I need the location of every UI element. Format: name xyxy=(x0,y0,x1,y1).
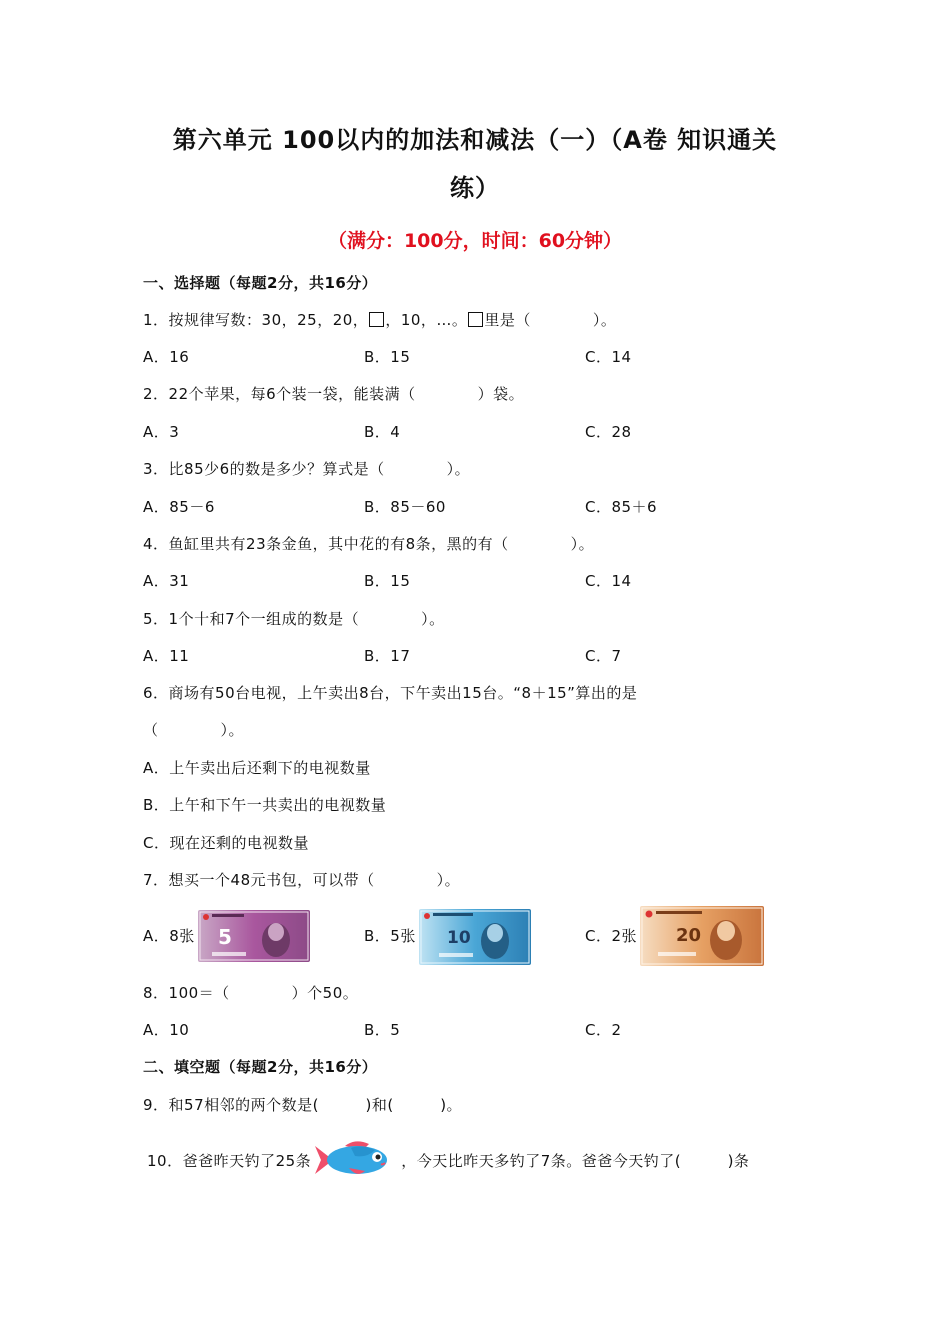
page-title xyxy=(140,116,810,212)
q8-option-b[interactable]: B．5 xyxy=(364,1021,401,1039)
section-1-heading: 一、选择题（每题2分，共16分） xyxy=(143,274,378,292)
q2-option-a[interactable]: A．3 xyxy=(143,423,180,441)
q1-stem-part-b: ，10，…。 xyxy=(385,311,468,329)
q4-option-a[interactable]: A．31 xyxy=(143,572,190,590)
section-2-heading: 二、填空题（每题2分，共16分） xyxy=(143,1058,378,1076)
q5-option-c[interactable]: C．7 xyxy=(585,647,622,665)
q10-stem-part-b: ，今天比昨天多钓了7条。爸爸今天钓了( )条 xyxy=(401,1152,750,1170)
score-time-subtitle: （满分：100分，时间：60分钟） xyxy=(327,230,623,252)
question-6-stem-line-1: 6．商场有50台电视，上午卖出8台，下午卖出15台。“8＋15”算出的是 xyxy=(143,684,638,702)
q4-option-c[interactable]: C．14 xyxy=(585,572,632,590)
question-4-stem: 4．鱼缸里共有23条金鱼，其中花的有8条，黑的有（ ）。 xyxy=(143,535,595,553)
q7-option-a[interactable]: A．8张 xyxy=(143,927,195,945)
q1-option-a[interactable]: A．16 xyxy=(143,348,190,366)
twenty-yuan-banknote-image xyxy=(640,906,764,966)
question-9-stem: 9．和57相邻的两个数是( )和( )。 xyxy=(143,1096,463,1114)
q7-option-b[interactable]: B．5张 xyxy=(364,927,416,945)
blank-box-icon xyxy=(369,312,384,327)
question-2-stem: 2．22个苹果，每6个装一袋，能装满（ ）袋。 xyxy=(143,385,525,403)
question-7-stem: 7．想买一个48元书包，可以带（ ）。 xyxy=(143,871,461,889)
q6-option-b[interactable]: B．上午和下午一共卖出的电视数量 xyxy=(143,796,387,814)
q4-option-b[interactable]: B．15 xyxy=(364,572,411,590)
title-line-1: 第六单元 100以内的加法和减法（一）（A卷 知识通关 xyxy=(172,126,778,154)
question-5-stem: 5．1个十和7个一组成的数是（ ）。 xyxy=(143,610,445,628)
q10-stem-part-a: 10．爸爸昨天钓了25条 xyxy=(147,1152,312,1170)
question-1-stem xyxy=(143,310,616,330)
fish-icon xyxy=(311,1151,401,1171)
note-10-value: 10 xyxy=(447,928,471,948)
title-line-2: 练） xyxy=(450,174,500,202)
q2-option-c[interactable]: C．28 xyxy=(585,423,632,441)
q1-option-c[interactable]: C．14 xyxy=(585,348,632,366)
q5-option-b[interactable]: B．17 xyxy=(364,647,411,665)
ten-yuan-banknote-image xyxy=(419,909,531,965)
q6-option-c[interactable]: C．现在还剩的电视数量 xyxy=(143,834,309,852)
q6-option-a[interactable]: A．上午卖出后还剩下的电视数量 xyxy=(143,759,371,777)
q7-option-c[interactable]: C．2张 xyxy=(585,927,638,945)
five-yuan-banknote-image xyxy=(198,910,310,962)
note-20-value: 20 xyxy=(676,925,702,946)
q5-option-a[interactable]: A．11 xyxy=(143,647,190,665)
q1-stem-part-c: 里是（ ）。 xyxy=(484,311,617,329)
q3-option-a[interactable]: A．85－6 xyxy=(143,498,215,516)
q1-option-b[interactable]: B．15 xyxy=(364,348,411,366)
blank-box-icon xyxy=(468,312,483,327)
question-6-stem-line-2: （ ）。 xyxy=(143,721,245,739)
q8-option-a[interactable]: A．10 xyxy=(143,1021,190,1039)
note-5-value: 5 xyxy=(218,925,232,949)
q3-option-b[interactable]: B．85－60 xyxy=(364,498,446,516)
question-10-stem xyxy=(147,1151,749,1171)
question-3-stem: 3．比85少6的数是多少？算式是（ ）。 xyxy=(143,460,471,478)
q1-stem-part-a: 1．按规律写数：30，25，20， xyxy=(143,311,369,329)
q8-option-c[interactable]: C．2 xyxy=(585,1021,622,1039)
question-8-stem: 8．100＝（ ）个50。 xyxy=(143,984,359,1002)
q3-option-c[interactable]: C．85＋6 xyxy=(585,498,658,516)
q2-option-b[interactable]: B．4 xyxy=(364,423,401,441)
